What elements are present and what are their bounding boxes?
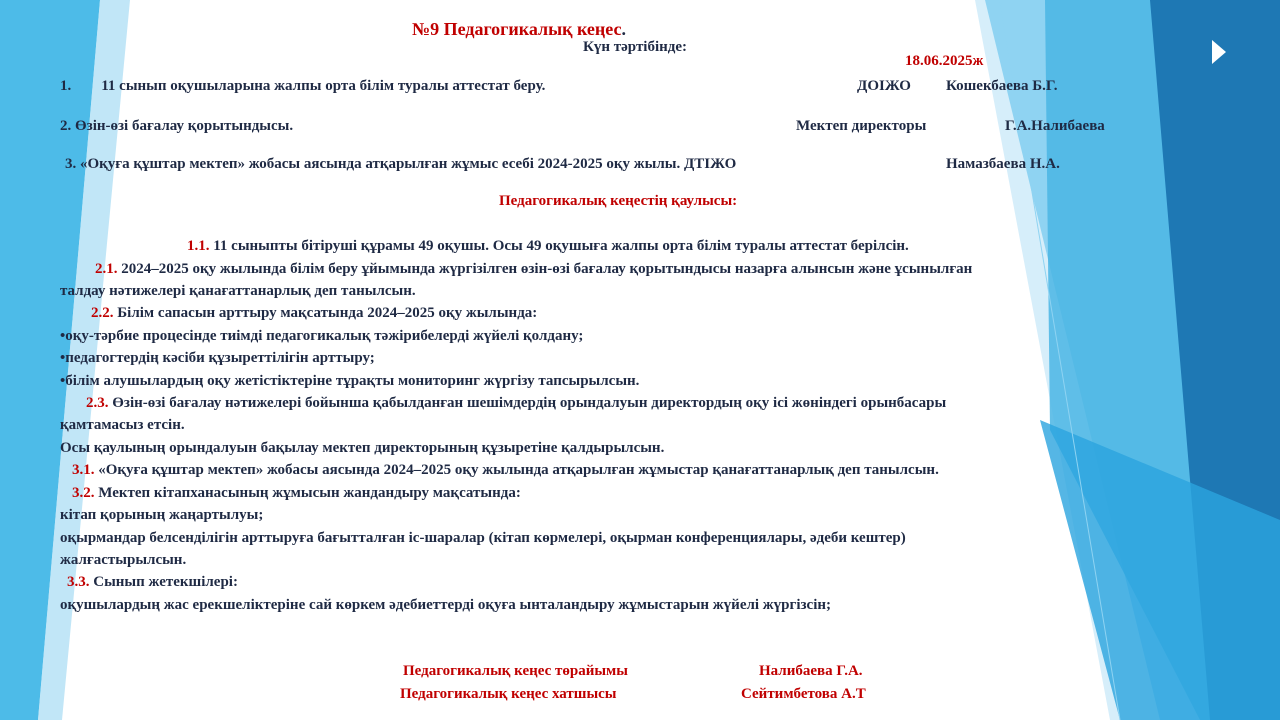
resolution-line: •оқу-тәрбие процесінде тиімді педагогикалық тәжірибелерді жүйелі қолдану;: [60, 328, 584, 344]
resolution-line: •педагогтердің кәсіби құзыреттілігін арттыру;: [60, 350, 375, 366]
agenda-item-2-number: 2.: [60, 118, 72, 134]
resolution-line: [72, 484, 521, 502]
agenda-item-1-role: ДОІЖО: [857, 78, 911, 94]
resolution-text: Өзін-өзі бағалау нәтижелері бойынша қабылданған шешімдердің орындалуын директордың оқу ісі жөніндегі орынбасары: [112, 395, 947, 411]
agenda-item-1-number: 1.: [60, 78, 72, 94]
resolution-heading: Педагогикалық кеңестің қаулысы:: [499, 193, 738, 209]
resolution-line: [67, 573, 238, 591]
resolution-text: Мектеп кітапханасының жұмысын жандандыру мақсатында:: [98, 485, 521, 501]
resolution-number: 1.1.: [187, 238, 210, 254]
resolution-text: Сынып жетекшілері:: [93, 574, 238, 590]
resolution-line: •білім алушылардың оқу жетістіктеріне тұрақты мониторинг жүргізу тапсырылсын.: [60, 373, 640, 389]
agenda-item-3-text: «Оқуға құштар мектеп» жобасы аясында атқарылған жұмыс есебі 2024-2025 оқу жылы. ДТІЖО: [80, 156, 737, 172]
resolution-line: оқырмандар белсенділігін арттыруға бағытталған іс-шаралар (кітап көрмелері, оқырман конференциялары, әдеби кештер): [60, 530, 906, 546]
agenda-item-1-person: Кошекбаева Б.Г.: [946, 78, 1058, 94]
resolution-number: 3.3.: [67, 574, 90, 590]
agenda-item-3: [65, 155, 736, 173]
title-text: №9 Педагогикалық кеңес: [412, 19, 622, 39]
signature-secretary-role: Педагогикалық кеңес хатшысы: [400, 686, 617, 702]
resolution-line: Осы қаулының орындалуын бақылау мектеп директорының құзыретіне қалдырылсын.: [60, 440, 665, 456]
signature-chair-name: Налибаева Г.А.: [759, 663, 863, 679]
resolution-line: кітап қорының жаңартылуы;: [60, 507, 264, 523]
resolution-text: «Оқуға құштар мектеп» жобасы аясында 2024–2025 оқу жылында атқарылған жұмыстар қанағаттанарлық деп танылсын.: [98, 462, 939, 478]
page-title: [412, 20, 626, 38]
agenda-item-1: [60, 77, 545, 95]
resolution-text: 11 сыныпты бітіруші құрамы 49 оқушы. Осы 49 оқушыға жалпы орта білім туралы аттестат берілсін.: [213, 238, 909, 254]
agenda-item-3-person: Намазбаева Н.А.: [946, 156, 1060, 172]
agenda-item-2: [60, 117, 293, 135]
resolution-line: қамтамасыз етсін.: [60, 417, 185, 433]
meeting-date: 18.06.2025ж: [905, 53, 984, 69]
resolution-text: Білім сапасын арттыру мақсатында 2024–2025 оқу жылында:: [117, 305, 538, 321]
agenda-label: Күн тәртібінде:: [583, 39, 688, 55]
resolution-number: 2.1.: [95, 261, 118, 277]
resolution-number: 3.2.: [72, 485, 95, 501]
resolution-line: [95, 260, 972, 278]
resolution-line: [72, 461, 939, 479]
agenda-item-2-text: Өзін-өзі бағалау қорытындысы.: [75, 118, 294, 134]
signature-secretary-name: Сейтимбетова А.Т: [741, 686, 866, 702]
resolution-number: 3.1.: [72, 462, 95, 478]
resolution-line: жалғастырылсын.: [60, 552, 187, 568]
title-dot: .: [621, 19, 626, 39]
agenda-item-2-role: Мектеп директоры: [796, 118, 927, 134]
resolution-line: [91, 304, 537, 322]
signature-chair-role: Педагогикалық кеңес төрайымы: [403, 663, 628, 679]
resolution-line: оқушылардың жас ерекшеліктеріне сай көркем әдебиеттерді оқуға ынталандыру жұмыстарын жүйелі жүргізсін;: [60, 597, 831, 613]
agenda-item-1-text: 11 сынып оқушыларына жалпы орта білім туралы аттестат беру.: [101, 78, 546, 94]
resolution-line: талдау нәтижелері қанағаттанарлық деп танылсын.: [60, 283, 416, 299]
agenda-item-2-person: Г.А.Налибаева: [1005, 118, 1105, 134]
resolution-number: 2.3.: [86, 395, 109, 411]
resolution-number: 2.2.: [91, 305, 114, 321]
resolution-line: [86, 394, 946, 412]
resolution-line: [187, 237, 909, 255]
resolution-text: 2024–2025 оқу жылында білім беру ұйымында жүргізілген өзін-өзі бағалау қорытындысы назарға алынсын және ұсынылған: [121, 261, 973, 277]
agenda-item-3-number: 3.: [65, 156, 77, 172]
